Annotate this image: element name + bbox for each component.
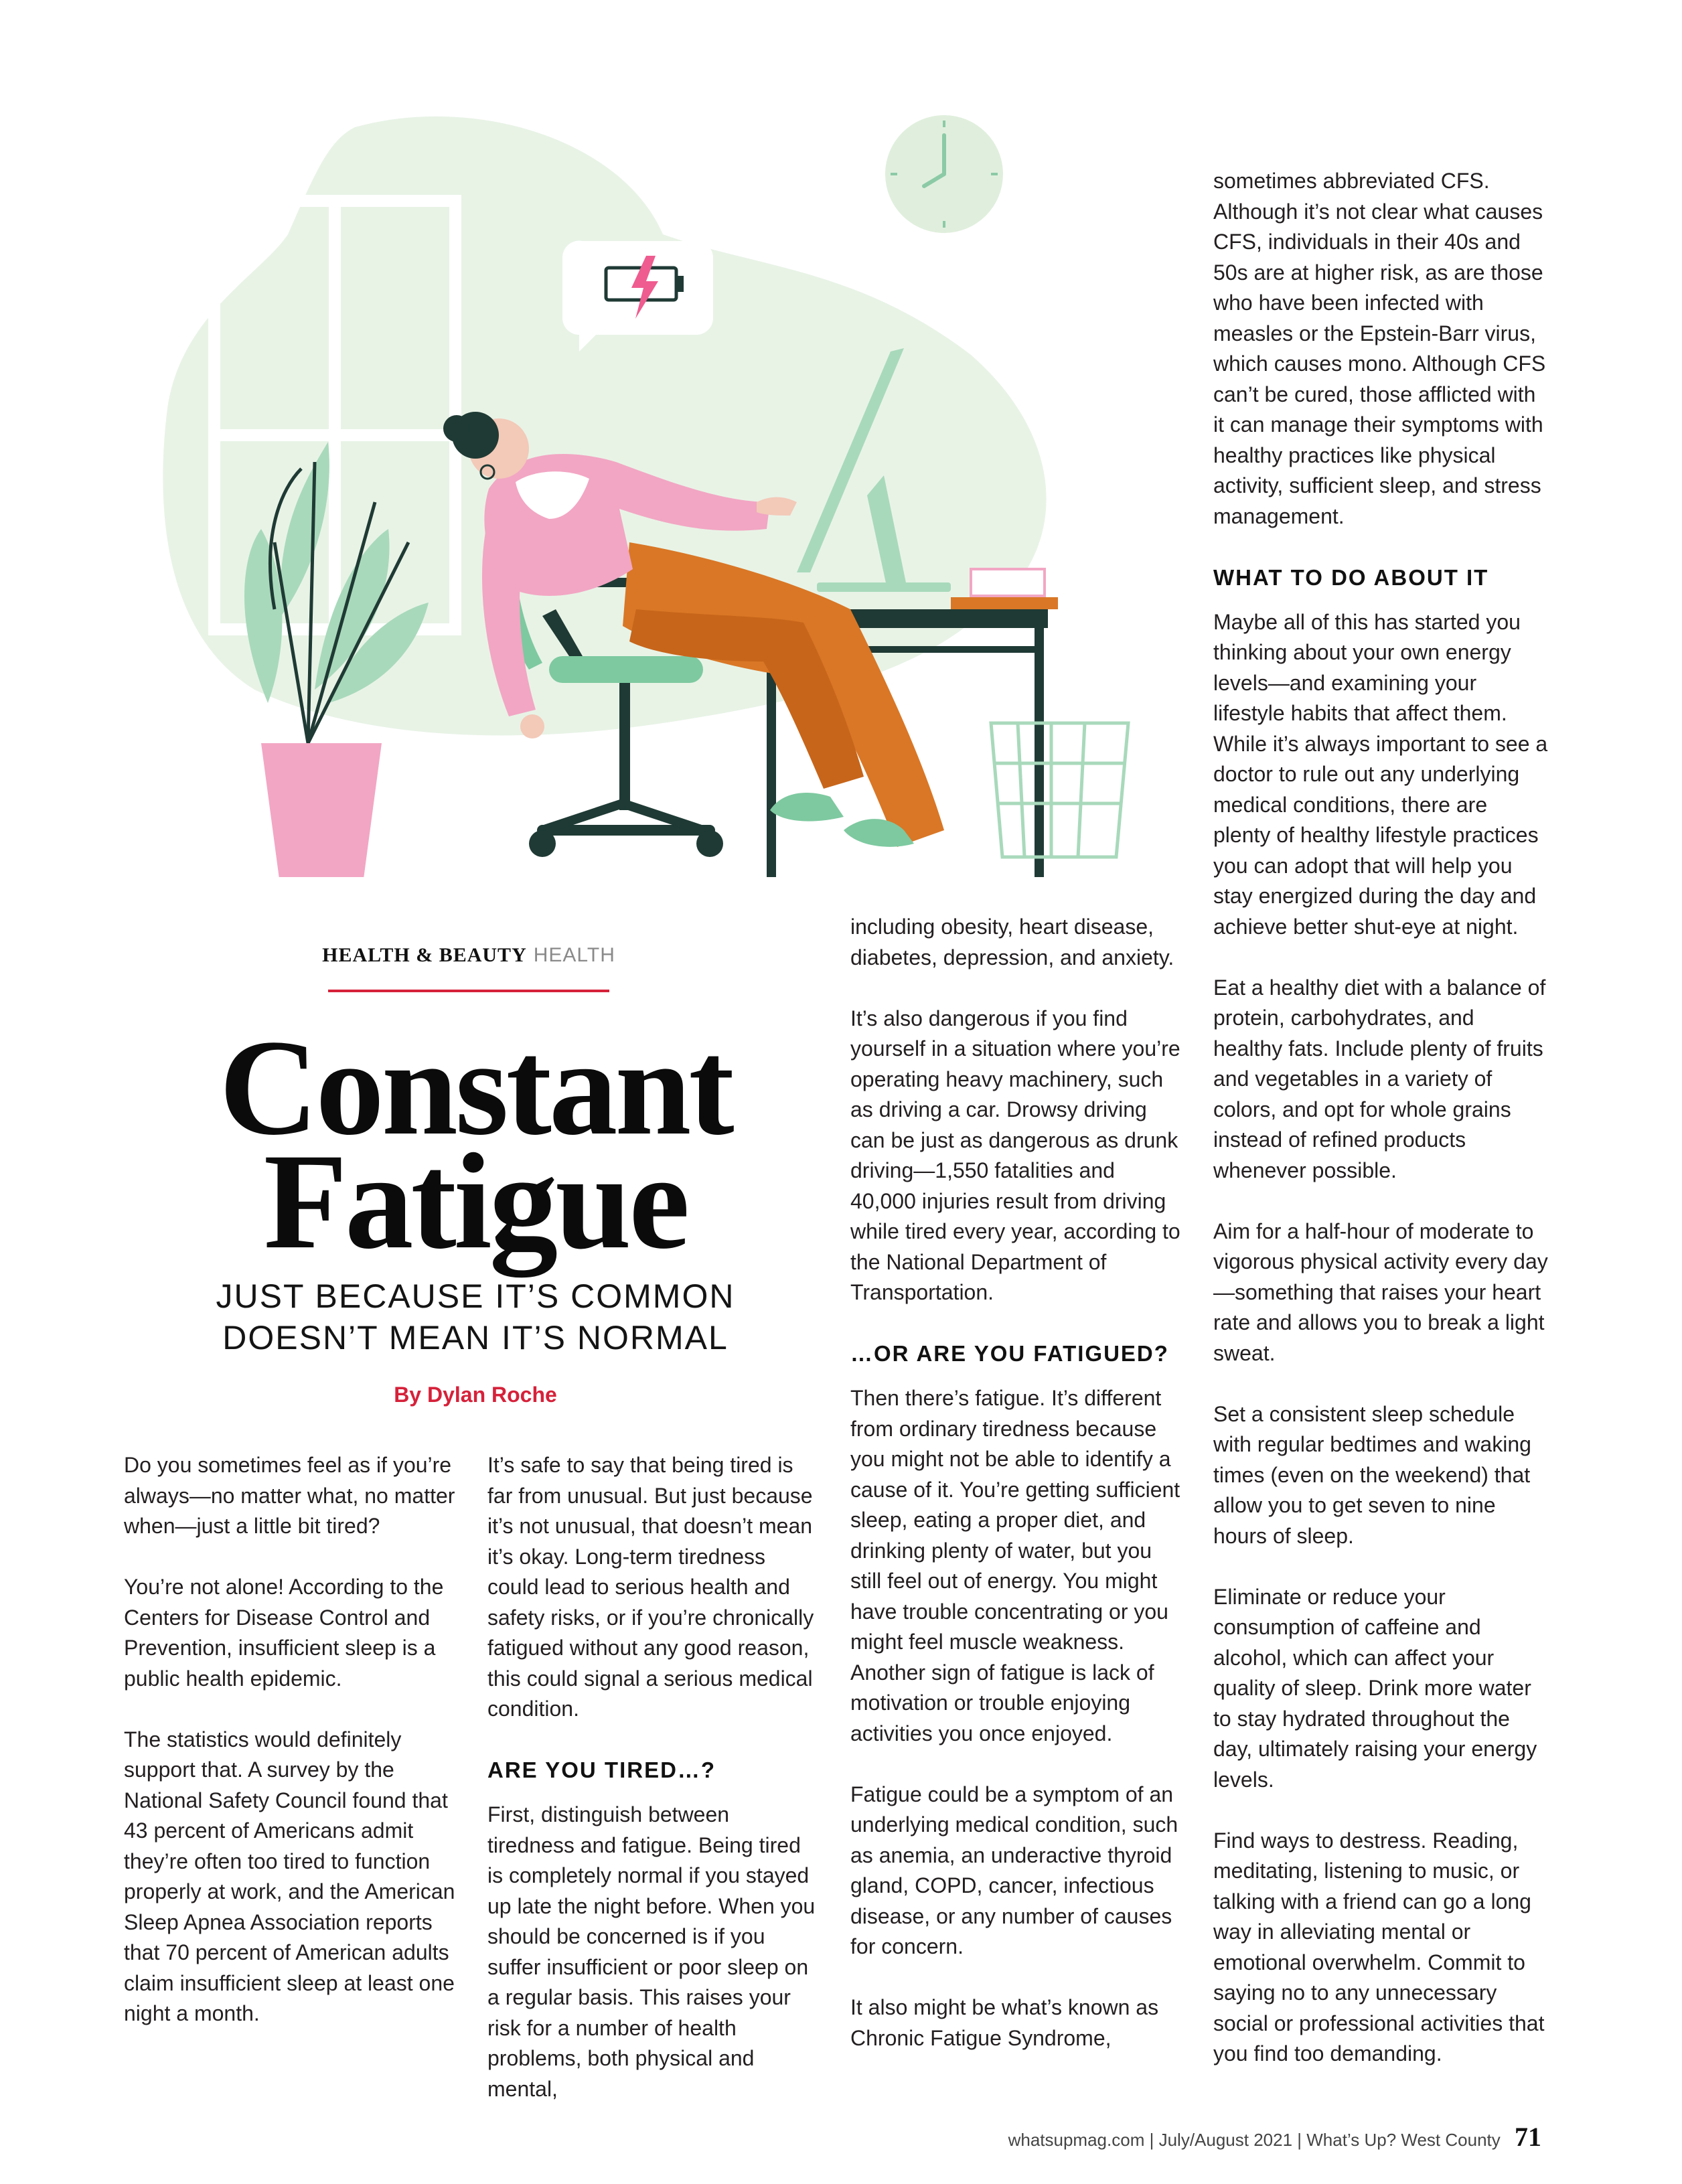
deck-line-1: JUST BECAUSE IT’S COMMON (216, 1277, 735, 1315)
paragraph: It’s also dangerous if you find yourself in a situation where you’re operating heavy machinery, such as driving a car. Drowsy driving can be just as dangerous as drunk driving—1,550 fatalities and 40,000 injuries result from driving while tired every year, according to the National Department of Transportation. (850, 1006, 1180, 1304)
paragraph: sometimes abbreviated CFS. Although it’s not clear what causes CFS, individuals in their 40s and 50s are at higher risk, as are those who have been infected with measles or the Epstein-Barr virus, which causes mono. Although CFS can’t be cured, those afflicted with it can manage their symptoms with healthy practices like physical activity, sufficient sleep, and stress management. (1213, 169, 1546, 528)
paragraph: Set a consistent sleep schedule with regular bedtimes and waking times (even on the weekend) that allow you to get seven to nine hours of sleep. (1213, 1401, 1531, 1548)
paragraph: Then there’s fatigue. It’s different from ordinary tiredness because you might not be able to identify a cause of it. You’re getting sufficient sleep, eating a proper diet, and drinking plenty of water, but you still feel out of energy. You might have trouble concentrating or you might feel muscle weakness. Another sign of fatigue is lack of motivation or trouble enjoying activities you once enjoyed. (850, 1386, 1180, 1745)
subheading: …OR ARE YOU FATIGUED? (850, 1341, 1169, 1366)
paragraph: You’re not alone! According to the Centers for Disease Control and Prevention, insufficient sleep is a public health epidemic. (124, 1575, 444, 1691)
paragraph: It’s safe to say that being tired is far from unusual. But just because it’s not unusual, that doesn’t mean it’s okay. Long-term tiredness could lead to serious health and safety risks, or if you’re chronically fatigued without any good reason, this could signal a serious medical condition. (487, 1453, 814, 1721)
deck-line-2: DOESN’T MEAN IT’S NORMAL (222, 1319, 729, 1356)
paragraph: including obesity, heart disease, diabetes, depression, and anxiety. (850, 915, 1174, 969)
trash-can (991, 723, 1128, 857)
clock-icon (885, 115, 1003, 233)
byline: By Dylan Roche (394, 1383, 557, 1407)
body-column-2 (487, 1450, 819, 2104)
paragraph: First, distinguish between tiredness and fatigue. Being tired is completely normal if you stayed up late the night before. When you should be concerned is if you suffer insufficient or poor sleep on a regular basis. This raises your risk for a number of health problems, both physical and mental, (487, 1802, 816, 2101)
section-label (321, 944, 616, 967)
body-column-4 (1213, 166, 1548, 2070)
section-category: HEALTH & BEAUTY (322, 944, 527, 966)
paragraph: Eliminate or reduce your consumption of caffeine and alcohol, which can affect your quality of sleep. Drink more water to stay hydrated throughout the day, ultimately raising your energy levels. (1213, 1584, 1537, 1792)
paragraph: Maybe all of this has started you thinking about your own energy levels—and examining your lifestyle habits that affect them. While it’s always important to see a doctor to rule out any underlying medical conditions, there are plenty of healthy lifestyle practices you can adopt that will help you stay energized during the day and achieve better shut-eye at night. (1213, 609, 1548, 939)
paragraph: Fatigue could be a symptom of an underlying medical condition, such as anemia, an underactive thyroid gland, COPD, cancer, infectious disease, or any number of causes for concern. (850, 1782, 1178, 1958)
paragraph: Do you sometimes feel as if you’re always—no matter what, no matter when—just a little bit tired? (124, 1453, 455, 1538)
page-number: 71 (1515, 2122, 1541, 2152)
paragraph: Find ways to destress. Reading, meditating, listening to music, or talking with a friend can go a long way in alleviating mental or emotional overwhelm. Commit to saying no to any unnecessary social or professional activities that you find too demanding. (1213, 1828, 1545, 2065)
title-line-1: Constant (219, 1012, 732, 1164)
article-title (147, 1012, 804, 1277)
footer-site: whatsupmag.com (1008, 2130, 1145, 2150)
tired-woman-illustration (154, 100, 1145, 877)
body-column-3 (850, 912, 1185, 2053)
title-line-2: Fatigue (263, 1125, 688, 1277)
subheading: WHAT TO DO ABOUT IT (1213, 564, 1489, 590)
subheading: ARE YOU TIRED…? (487, 1758, 716, 1782)
footer-separator: | (1297, 2130, 1307, 2150)
paragraph: Aim for a half-hour of moderate to vigorous physical activity every day—something that raises your heart rate and allows you to break a light sweat. (1213, 1219, 1548, 1365)
body-column-1 (124, 1450, 459, 2029)
article-deck (187, 1275, 763, 1358)
page-footer (1008, 2121, 1541, 2153)
footer-separator: | (1149, 2130, 1159, 2150)
section-subcategory: HEALTH (533, 944, 615, 966)
footer-publication: What’s Up? West County (1306, 2130, 1501, 2150)
footer-issue: July/August 2021 (1158, 2130, 1293, 2150)
paragraph: It also might be what’s known as Chronic Fatigue Syndrome, (850, 1995, 1159, 2050)
paragraph: The statistics would definitely support that. A survey by the National Safety Council found that 43 percent of Americans admit they’re often too tired to function properly at work, and the American Sleep Apnea Association reports that 70 percent of American adults claim insufficient sleep at least one night a month. (124, 1727, 455, 2025)
paragraph: Eat a healthy diet with a balance of protein, carbohydrates, and healthy fats. Include plenty of fruits and vegetables in a variety of colors, and opt for whole grains instead of refined products whenever possible. (1213, 975, 1546, 1182)
section-divider (328, 990, 609, 992)
